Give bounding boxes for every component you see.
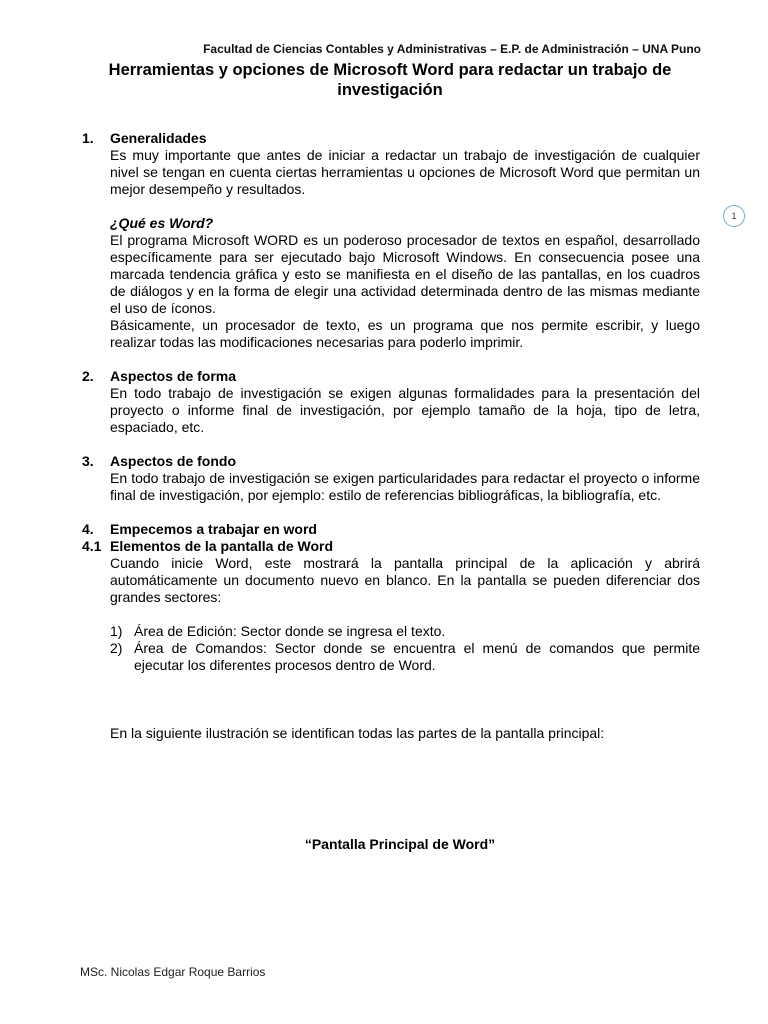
- section-number: 3.: [82, 453, 94, 469]
- page-header: Facultad de Ciencias Contables y Administrativas – E.P. de Administración – UNA Puno: [203, 42, 701, 56]
- section-empecemos: [82, 521, 700, 538]
- section-elementos-pantalla: [82, 538, 700, 742]
- list-marker: 2): [110, 640, 123, 656]
- section-title: Aspectos de fondo: [110, 453, 237, 469]
- section-number: 1.: [82, 130, 94, 146]
- section-title: Aspectos de forma: [110, 368, 237, 384]
- list-marker: 1): [110, 623, 123, 639]
- paragraph: En todo trabajo de investigación se exigen particularidades para redactar el proyecto o informe final de investigación, por ejemplo: estilo de referencias bibliográficas, la bibliografía, etc.: [110, 470, 700, 503]
- paragraph: El programa Microsoft WORD es un poderoso procesador de textos en español, desarrollado específicamente para ser ejecutado bajo Microsoft Windows. En consecuencia posee una marcada tendencia gráfica y esto se manifiesta en el diseño de las pantallas, en los cuadros de diálogos y en la forma de elegir una actividad determinada dentro de las mismas mediante el uso de íconos.: [110, 232, 700, 316]
- section-number: 4.1: [82, 538, 102, 554]
- section-aspectos-forma: [82, 368, 700, 436]
- list-item: [110, 623, 700, 640]
- document-body: [82, 130, 700, 742]
- section-generalidades: [82, 130, 700, 351]
- paragraph: Cuando inicie Word, este mostrará la pantalla principal de la aplicación y abrirá automáticamente un documento nuevo en blanco. En la pantalla se pueden diferenciar dos grandes sectores:: [110, 555, 700, 605]
- paragraph: Es muy importante que antes de iniciar a redactar un trabajo de investigación de cualquier nivel se tengan en cuenta ciertas herramientas u opciones de Microsoft Word que permitan un mejor desempeño y resultados.: [110, 147, 700, 197]
- figure-caption: “Pantalla Principal de Word”: [304, 836, 496, 852]
- list-item-text: Área de Comandos: Sector donde se encuentra el menú de comandos que permite ejecutar los diferentes procesos dentro de Word.: [134, 640, 700, 673]
- paragraph: Básicamente, un procesador de texto, es un programa que nos permite escribir, y luego realizar todas las modificaciones necesarias para poderlo imprimir.: [110, 317, 700, 350]
- section-title: Elementos de la pantalla de Word: [110, 538, 334, 554]
- document-title: Herramientas y opciones de Microsoft Word para redactar un trabajo de investigación: [108, 61, 672, 99]
- section-number: 4.: [82, 521, 94, 537]
- section-title: Empecemos a trabajar en word: [110, 521, 317, 537]
- section-title: Generalidades: [110, 130, 207, 146]
- subsection-title: ¿Qué es Word?: [110, 215, 214, 231]
- section-number: 2.: [82, 368, 94, 384]
- page-footer: MSc. Nicolas Edgar Roque Barrios: [80, 965, 266, 979]
- list-item: [110, 640, 700, 674]
- page-number-badge: 1: [723, 205, 745, 227]
- section-aspectos-fondo: [82, 453, 700, 504]
- paragraph: En todo trabajo de investigación se exigen algunas formalidades para la presentación del proyecto o informe final de investigación, por ejemplo tamaño de la hoja, tipo de letra, espaciado, etc.: [110, 385, 700, 435]
- paragraph: En la siguiente ilustración se identifican todas las partes de la pantalla principal:: [110, 725, 605, 741]
- list-item-text: Área de Edición: Sector donde se ingresa el texto.: [134, 623, 446, 639]
